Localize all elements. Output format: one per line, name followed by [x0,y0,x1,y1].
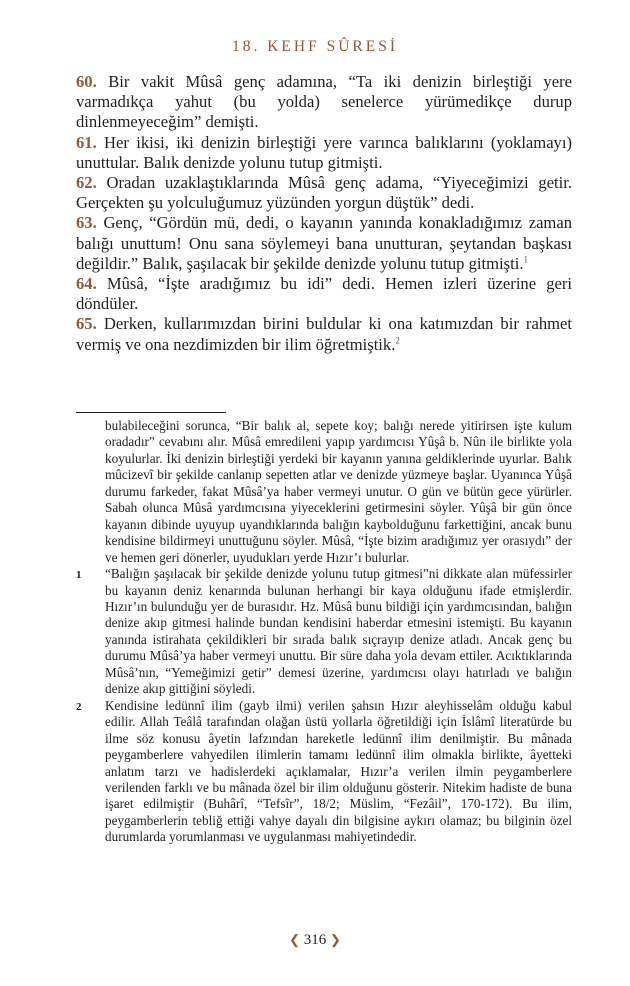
footnote-mark [76,418,105,419]
footnote-text: “Balığın şaşılacak bir şekilde denizde yolunu tutup gitmesi”ni dikkate alan müfessirler bu kayanın deniz kenarında bulunan herhangi bir kaya olduğunu ifade etmişlerdir. Hızır’ın bulunduğu yer de burasıdır. Hz. Mûsâ bunu bildiği için yardımcısından, balığın denize akıp gitmesi halinde bundan kendisini haberdar etmesini istemişti. Bu kayanın yanında istirahata çekildikleri bir sırada balık sıçrayıp denize atladı. Ancak genç bu durumu Mûsâ’ya haber vermeyi unuttu. Bir süre daha yola devam ettiler. Acıktıklarında Mûsâ’nın, “Yemeğimizi getir” demesi üzerine, yardımcısı olayı hatırladı ve balığın denize akıp gittiğini söyledi. [105,566,572,697]
footnote-continued [76,418,572,566]
running-head: 18. KEHF SÛRESİ [231,38,398,55]
verse-text: Her ikisi, iki denizin birleştiği yere varınca balıklarını (yoklamayı) unuttular. Balık denizde yolunu tutup gitmişti. [76,132,572,172]
verse-text: Mûsâ, “İşte aradığımız bu idi” dedi. Hemen izleri üzerine geri döndüler. [76,274,572,314]
verse-63 [76,213,572,274]
verse-number: 64. [76,274,97,294]
footnote-1 [76,566,572,698]
footnote-mark: 1 [76,569,82,582]
verse-60 [76,72,572,133]
footnote-divider [76,412,226,413]
right-ornament-icon: ❯ [330,932,341,947]
page-number [0,932,630,949]
footnote-reference[interactable]: 1 [523,254,528,265]
verse-62 [76,173,572,213]
verse-61 [76,133,572,173]
left-ornament-icon: ❮ [289,932,300,947]
verse-number: 62. [76,173,97,193]
footnotes [76,418,572,846]
verse-text: Oradan uzaklaştıklarında Mûsâ genç adama, “Yiyeceğimizi getir. Gerçekten şu yolculuğumuz yüzünden yorgun düştük” dedi. [76,173,572,213]
footnote-2 [76,698,572,846]
verse-number: 61. [76,132,97,152]
footnote-reference[interactable]: 2 [395,335,400,346]
verse-65 [76,314,572,354]
verse-block [76,72,572,355]
footnote-mark: 2 [76,700,82,713]
verse-number: 65. [76,314,97,334]
verse-text: Derken, kullarımızdan birini buldular ki ona katımızdan bir rahmet vermiş ve ona nezdimizden bir ilim öğretmiştik. [76,314,572,354]
footnote-text: Kendisine ledünnî ilim (gayb ilmi) verilen şahsın Hızır aleyhisselâm olduğu kabul edilir. Allah Teâlâ tarafından olağan üstü yollarla öğretildiği için İslâmî literatürde bu ilme söz konusu âyetin lafzından hareketle ledünnî ilim denilmiştir. Bu mânada peygamberlere vahyedilen ilimlerin tamamı ledünnî ilim olmakla birlikte, âyetteki anlatım tarzı ve hadislerdeki açıklamalar, Hızır’a verilen ilmin peygamberlere verilenden farklı ve bu mânada özel bir ilim olduğunu gösterir. Nitekim hadiste de buna işaret edilmiştir (Buhârî, “Tefsîr”, 18/2; Müslim, “Fezâil”, 170-172). Bu ilim, peygamberlerin tebliğ ettiği vahye dayalı din bilgisine aykırı olamaz; bu bilginin özel durumlarda yorumlanması ve uygulanması mahiyetindedir. [105,697,572,845]
page-number-text: 316 [303,932,327,948]
verse-number: 60. [76,72,97,91]
footnote-text: bulabileceğini sorunca, “Bir balık al, sepete koy; balığı nerede yitirirsen işte kulum oradadır” cevabını alır. Mûsâ emredileni yapıp yardımcısı Yûşâ b. Nûn ile birlikte yola koyulurlar. İki denizin birleştiği yerdeki bir kayanın yanına geldiklerinde uyurlar. Balık mûcizevî bir şekilde canlanıp sepetten atlar ve denizde yüzmeye başlar. Uyanınca Yûşâ durumu farkeder, fakat Mûsâ’ya haber vermeyi unutur. O gün ve bütün gece yürürler. Sabah olunca Mûsâ yardımcısına yiyeceklerini getirmesini söyler. Yûşâ bir gün önce kayanın dibinde uyuyup uyandıklarında balığın kaybolduğunu farkettiğini, ancak bunu kendisine bildirmeyi unuttuğunu söyler. Mûsâ, “İşte bizim aradığımız yer orasıydı” der ve hemen geri dönerler, uyudukları yerde Hızır’ı bulurlar. [105,418,572,565]
verse-64 [76,274,572,314]
verse-text: Genç, “Gördün mü, dedi, o kayanın yanında konakladığımız zaman balığı unuttum! Onu sana söylemeyi bana unutturan, şeytandan başkası değildir.” Balık, şaşılacak bir şekilde denizde yolunu tutup gitmişti. [76,213,573,273]
verse-number: 63. [76,213,97,233]
verse-text: Bir vakit Mûsâ genç adamına, “Ta iki denizin birleştiği yere varmadıkça yahut (bu yolda) senelerce yürümedikçe durup dinlenmeyeceğim” demişti. [76,72,572,132]
